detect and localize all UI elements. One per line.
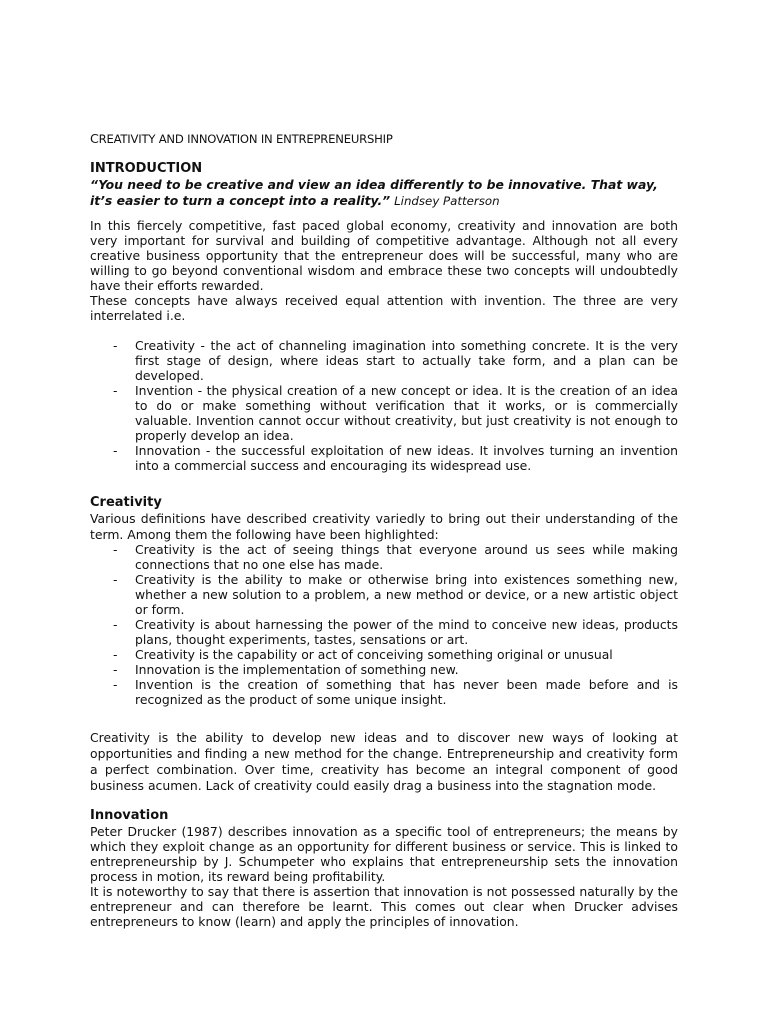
dash-bullet: -	[113, 677, 118, 692]
dash-bullet: -	[113, 443, 118, 458]
quote-text: “You need to be creative and view an idea differently to be innovative. That way, it’s easier to turn a concept into a reality.”	[90, 177, 658, 208]
creativity-paragraph: Creativity is the ability to develop new ideas and to discover new ways of looking at opportunities and finding a new method for the change. Entrepreneurship and creativity form a perfect combination. Over time, creativity has become an integral component of good business acumen. Lack of creativity could easily drag a business into the stagnation mode.	[90, 730, 678, 793]
list-item	[113, 383, 678, 443]
list-item	[113, 572, 678, 617]
creativity-definitions-list	[90, 542, 678, 707]
intro-quote	[90, 177, 678, 209]
intro-paragraph-2: These concepts have always received equal attention with invention. The three are very interrelated i.e.	[90, 293, 678, 323]
list-item	[113, 677, 678, 707]
innovation-heading: Innovation	[90, 808, 169, 823]
document-title: CREATIVITY AND INNOVATION IN ENTREPRENEURSHIP	[90, 131, 393, 146]
innovation-paragraph-2: It is noteworthy to say that there is assertion that innovation is not possessed naturally by the entrepreneur and can therefore be learnt. This comes out clear when Drucker advises entrepreneurs to know (learn) and apply the principles of innovation.	[90, 884, 678, 929]
dash-bullet: -	[113, 383, 118, 398]
list-item-text: Innovation is the implementation of something new.	[135, 662, 459, 677]
list-item-text: Creativity - the act of channeling imagination into something concrete. It is the very first stage of design, where ideas start to actually take form, and a plan can be developed.	[135, 338, 678, 383]
creativity-intro: Various definitions have described creativity variedly to bring out their understanding of the term. Among them the following have been highlighted:	[90, 511, 678, 542]
interrelated-concepts-list	[90, 338, 678, 473]
list-item-text: Creativity is the capability or act of conceiving something original or unusual	[135, 647, 613, 662]
dash-bullet: -	[113, 338, 118, 353]
introduction-heading: INTRODUCTION	[90, 161, 203, 176]
list-item	[113, 443, 678, 473]
innovation-paragraph-1: Peter Drucker (1987) describes innovation as a specific tool of entrepreneurs; the means by which they exploit change as an opportunity for different business or service. This is linked to entrepreneurship by J. Schumpeter who explains that entrepreneurship sets the innovation process in motion, its reward being profitability.	[90, 824, 678, 884]
list-item-text: Innovation - the successful exploitation of new ideas. It involves turning an invention into a commercial success and encouraging its widespread use.	[135, 443, 678, 473]
list-item-text: Creativity is the ability to make or otherwise bring into existences something new, whether a new solution to a problem, a new method or device, or a new artistic object or form.	[135, 572, 678, 617]
list-item-text: Invention - the physical creation of a new concept or idea. It is the creation of an idea to do or make something without verification that it works, or is commercially valuable. Invention cannot occur without creativity, but just creativity is not enough to properly develop an idea.	[135, 383, 678, 443]
list-item-text: Creativity is the act of seeing things that everyone around us sees while making connections that no one else has made.	[135, 542, 678, 572]
list-item	[113, 617, 678, 647]
dash-bullet: -	[113, 647, 118, 662]
list-item	[113, 662, 678, 677]
dash-bullet: -	[113, 542, 118, 557]
list-item	[113, 338, 678, 383]
creativity-heading: Creativity	[90, 495, 162, 510]
list-item-text: Creativity is about harnessing the power of the mind to conceive new ideas, products plans, thought experiments, tastes, sensations or art.	[135, 617, 678, 647]
list-item	[113, 647, 678, 662]
dash-bullet: -	[113, 617, 118, 632]
intro-paragraph-1: In this fiercely competitive, fast paced global economy, creativity and innovation are both very important for survival and building of competitive advantage. Although not all every creative business opportunity that the entrepreneur does will be successful, many who are willing to go beyond conventional wisdom and embrace these two concepts will undoubtedly have their efforts rewarded.	[90, 218, 678, 293]
list-item-text: Invention is the creation of something that has never been made before and is recognized as the product of some unique insight.	[135, 677, 678, 707]
list-item	[113, 542, 678, 572]
dash-bullet: -	[113, 662, 118, 677]
dash-bullet: -	[113, 572, 118, 587]
quote-author: Lindsey Patterson	[394, 194, 500, 208]
